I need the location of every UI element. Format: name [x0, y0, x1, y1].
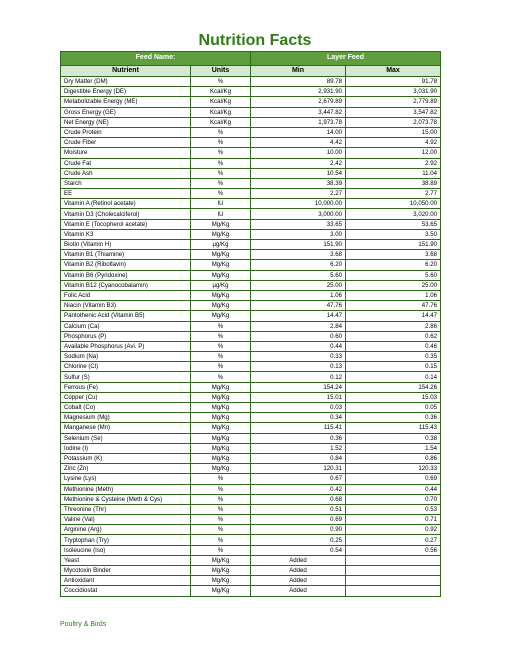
nutrient-units: Mg/Kg [191, 229, 251, 239]
nutrient-max: 0.69 [346, 474, 441, 484]
table-row [61, 494, 441, 504]
nutrient-min: 25.00 [251, 280, 346, 290]
nutrient-min: 15.01 [251, 392, 346, 402]
nutrient-name: Vitamin A (Retinol acetate) [61, 199, 191, 209]
nutrient-units: Mg/Kg [191, 311, 251, 321]
nutrient-min: 1.52 [251, 443, 346, 453]
nutrient-min: 3,000.00 [251, 209, 346, 219]
nutrient-name: Cobalt (Co) [61, 403, 191, 413]
table-row [61, 260, 441, 270]
nutrient-name: Starch [61, 178, 191, 188]
nutrient-min: 3.68 [251, 250, 346, 260]
nutrient-max: 3.68 [346, 250, 441, 260]
nutrient-max: 0.71 [346, 515, 441, 525]
table-row [61, 535, 441, 545]
nutrient-units: % [191, 148, 251, 158]
nutrient-name: Crude Ash [61, 168, 191, 178]
nutrient-units: Mg/Kg [191, 433, 251, 443]
nutrient-max: 15.03 [346, 392, 441, 402]
nutrient-units: µg/Kg [191, 240, 251, 250]
nutrient-min: 2.84 [251, 321, 346, 331]
table-row [61, 280, 441, 290]
table-row [61, 474, 441, 484]
table-row [61, 97, 441, 107]
nutrient-max: 0.92 [346, 525, 441, 535]
table-row [61, 341, 441, 351]
nutrient-name: Zinc (Zn) [61, 464, 191, 474]
footer-category: Poultry & Birds [60, 621, 107, 628]
table-row [61, 199, 441, 209]
nutrient-max: 0.56 [346, 545, 441, 555]
table-row [61, 77, 441, 87]
nutrient-min: 154.24 [251, 382, 346, 392]
nutrient-max: 0.15 [346, 362, 441, 372]
additive-units: Mg/Kg [191, 566, 251, 576]
additive-row [61, 566, 441, 576]
nutrient-min: 0.12 [251, 372, 346, 382]
nutrient-name: Folic Acid [61, 290, 191, 300]
nutrient-name: Sulfur (S) [61, 372, 191, 382]
nutrient-min: 0.60 [251, 331, 346, 341]
nutrient-name: Digestible Energy (DE) [61, 87, 191, 97]
nutrient-min: 2,931.90 [251, 87, 346, 97]
nutrient-max: 11.04 [346, 168, 441, 178]
additive-units: Mg/Kg [191, 586, 251, 596]
nutrient-min: 0.42 [251, 484, 346, 494]
nutrient-units: Mg/Kg [191, 260, 251, 270]
nutrient-max: 3,547.82 [346, 107, 441, 117]
nutrient-name: Threonine (Thr) [61, 504, 191, 514]
additive-name: Mycotoxin Binder [61, 566, 191, 576]
feed-name-row [61, 52, 441, 66]
nutrient-name: Vitamin D3 (Cholecalciferol) [61, 209, 191, 219]
column-header-row [61, 65, 441, 77]
nutrient-min: 0.51 [251, 504, 346, 514]
table-row [61, 87, 441, 97]
nutrient-units: Mg/Kg [191, 423, 251, 433]
nutrient-name: Vitamin B1 (Thiamine) [61, 250, 191, 260]
nutrient-units: % [191, 178, 251, 188]
nutrient-min: 0.13 [251, 362, 346, 372]
nutrient-units: Kcal/Kg [191, 107, 251, 117]
nutrient-name: Crude Fat [61, 158, 191, 168]
table-row [61, 443, 441, 453]
nutrient-units: IU [191, 209, 251, 219]
nutrient-min: 10.54 [251, 168, 346, 178]
table-row [61, 413, 441, 423]
nutrient-units: Mg/Kg [191, 464, 251, 474]
nutrient-name: Available Phosphorus (Avi. P) [61, 341, 191, 351]
nutrient-min: 38.39 [251, 178, 346, 188]
nutrient-min: 3,447.82 [251, 107, 346, 117]
nutrient-max: 0.38 [346, 433, 441, 443]
nutrient-min: 4.42 [251, 138, 346, 148]
table-row [61, 290, 441, 300]
additive-name: Yeast [61, 555, 191, 565]
additive-status: Added [251, 576, 346, 586]
nutrient-name: Vitamin B12 (Cyanocobalamin) [61, 280, 191, 290]
nutrient-units: Mg/Kg [191, 301, 251, 311]
nutrient-max: 3,031.90 [346, 87, 441, 97]
nutrient-min: 0.54 [251, 545, 346, 555]
table-row [61, 209, 441, 219]
nutrient-max: 4.92 [346, 138, 441, 148]
nutrient-units: Kcal/Kg [191, 97, 251, 107]
nutrient-min: 0.69 [251, 515, 346, 525]
nutrient-min: 0.67 [251, 474, 346, 484]
column-header-nutrient: Nutrient [61, 65, 191, 77]
additive-units: Mg/Kg [191, 555, 251, 565]
nutrient-units: Mg/Kg [191, 413, 251, 423]
additive-row [61, 555, 441, 565]
nutrient-units: % [191, 504, 251, 514]
feed-name-value: Layer Feed [251, 52, 441, 66]
nutrient-max: 14.47 [346, 311, 441, 321]
nutrient-max: 5.60 [346, 270, 441, 280]
column-header-units: Units [191, 65, 251, 77]
table-row [61, 229, 441, 239]
nutrient-units: % [191, 352, 251, 362]
nutrient-units: % [191, 189, 251, 199]
nutrient-units: Mg/Kg [191, 270, 251, 280]
nutrient-units: % [191, 494, 251, 504]
nutrient-min: 3.00 [251, 229, 346, 239]
nutrient-name: Manganese (Mn) [61, 423, 191, 433]
nutrient-name: Niacin (Vitamin B3) [61, 301, 191, 311]
nutrient-max: 0.53 [346, 504, 441, 514]
table-row [61, 189, 441, 199]
nutrient-max: 154.26 [346, 382, 441, 392]
table-row [61, 219, 441, 229]
nutrient-min: 14.47 [251, 311, 346, 321]
table-row [61, 382, 441, 392]
nutrient-max: 0.70 [346, 494, 441, 504]
nutrient-units: % [191, 331, 251, 341]
nutrient-min: 6.20 [251, 260, 346, 270]
table-row [61, 464, 441, 474]
nutrient-max: 1.06 [346, 290, 441, 300]
nutrient-name: Magnesium (Mg) [61, 413, 191, 423]
feed-name-label: Feed Name: [61, 52, 251, 66]
nutrient-max: 2.92 [346, 158, 441, 168]
table-row [61, 178, 441, 188]
table-row [61, 240, 441, 250]
nutrient-name: Phosphorus (P) [61, 331, 191, 341]
nutrient-units: Mg/Kg [191, 403, 251, 413]
nutrient-name: Methionine & Cysteine (Meth & Cys) [61, 494, 191, 504]
nutrient-name: Copper (Cu) [61, 392, 191, 402]
nutrient-units: Mg/Kg [191, 453, 251, 463]
nutrient-name: Vitamin B6 (Pyridoxine) [61, 270, 191, 280]
nutrient-max: 0.86 [346, 453, 441, 463]
nutrient-min: 1,973.78 [251, 117, 346, 127]
nutrient-name: Calcium (Ca) [61, 321, 191, 331]
table-row [61, 168, 441, 178]
additive-max-empty [346, 586, 441, 596]
nutrient-max: 120.33 [346, 464, 441, 474]
nutrient-units: % [191, 545, 251, 555]
nutrient-units: Mg/Kg [191, 290, 251, 300]
nutrient-max: 3.50 [346, 229, 441, 239]
nutrient-name: Potassium (K) [61, 453, 191, 463]
nutrient-units: % [191, 138, 251, 148]
table-row [61, 107, 441, 117]
table-row [61, 515, 441, 525]
nutrient-name: Net Energy (NE) [61, 117, 191, 127]
nutrient-name: Metabolizable Energy (ME) [61, 97, 191, 107]
nutrient-name: Vitamin K3 [61, 229, 191, 239]
nutrient-max: 115.43 [346, 423, 441, 433]
additive-name: Antioxidant [61, 576, 191, 586]
additive-max-empty [346, 555, 441, 565]
nutrient-units: Mg/Kg [191, 382, 251, 392]
nutrient-min: 5.60 [251, 270, 346, 280]
nutrient-name: Moisture [61, 148, 191, 158]
nutrient-units: % [191, 372, 251, 382]
nutrient-min: 0.34 [251, 413, 346, 423]
nutrient-units: % [191, 168, 251, 178]
nutrient-name: Valine (Val) [61, 515, 191, 525]
table-row [61, 331, 441, 341]
table-row [61, 250, 441, 260]
nutrient-name: Isoleucine (Iso) [61, 545, 191, 555]
additive-row [61, 576, 441, 586]
nutrient-units: % [191, 321, 251, 331]
nutrient-max: 12.00 [346, 148, 441, 158]
nutrient-min: 10.00 [251, 148, 346, 158]
nutrient-units: % [191, 535, 251, 545]
nutrient-max: 53.65 [346, 219, 441, 229]
nutrient-name: Vitamin B2 (Riboflavin) [61, 260, 191, 270]
nutrient-units: µg/Kg [191, 280, 251, 290]
nutrient-max: 38.89 [346, 178, 441, 188]
nutrient-min: 2,679.89 [251, 97, 346, 107]
nutrient-min: 0.44 [251, 341, 346, 351]
nutrient-max: 1.54 [346, 443, 441, 453]
page-title: Nutrition Facts [198, 32, 312, 49]
additive-status: Added [251, 586, 346, 596]
nutrient-max: 47.76 [346, 301, 441, 311]
additive-status: Added [251, 555, 346, 565]
nutrient-min: 2.42 [251, 158, 346, 168]
nutrient-name: Crude Fiber [61, 138, 191, 148]
nutrient-max: 10,050.00 [346, 199, 441, 209]
nutrient-max: 25.00 [346, 280, 441, 290]
nutrient-units: IU [191, 199, 251, 209]
nutrient-max: 2,073.78 [346, 117, 441, 127]
nutrient-max: 6.20 [346, 260, 441, 270]
table-row [61, 352, 441, 362]
nutrient-min: 0.25 [251, 535, 346, 545]
nutrient-max: 2.86 [346, 321, 441, 331]
nutrient-name: Chlorine (Cl) [61, 362, 191, 372]
table-row [61, 270, 441, 280]
table-row [61, 504, 441, 514]
nutrient-name: Gross Energy (GE) [61, 107, 191, 117]
table-row [61, 301, 441, 311]
nutrient-min: 14.00 [251, 127, 346, 137]
additive-max-empty [346, 576, 441, 586]
nutrient-max: 3,020.00 [346, 209, 441, 219]
nutrient-units: % [191, 77, 251, 87]
nutrient-max: 0.05 [346, 403, 441, 413]
nutrient-name: Sodium (Na) [61, 352, 191, 362]
additive-units: Mg/Kg [191, 576, 251, 586]
nutrient-min: 115.41 [251, 423, 346, 433]
nutrient-name: Iodine (I) [61, 443, 191, 453]
nutrient-units: Mg/Kg [191, 443, 251, 453]
nutrient-name: Pantothenic Acid (Vitamin B5) [61, 311, 191, 321]
table-row [61, 392, 441, 402]
additive-row [61, 586, 441, 596]
nutrient-units: Mg/Kg [191, 250, 251, 260]
additive-max-empty [346, 566, 441, 576]
nutrient-max: 0.14 [346, 372, 441, 382]
column-header-min: Min [251, 65, 346, 77]
nutrient-max: 91.78 [346, 77, 441, 87]
nutrient-name: Lysine (Lys) [61, 474, 191, 484]
nutrient-max: 151.90 [346, 240, 441, 250]
nutrition-table [60, 51, 441, 597]
nutrient-min: 33.65 [251, 219, 346, 229]
nutrient-units: % [191, 362, 251, 372]
nutrient-min: 0.68 [251, 494, 346, 504]
nutrient-name: Biotin (Vitamin H) [61, 240, 191, 250]
nutrient-min: 0.36 [251, 433, 346, 443]
nutrient-units: % [191, 484, 251, 494]
nutrient-units: % [191, 474, 251, 484]
nutrient-name: Methionine (Meth) [61, 484, 191, 494]
additive-status: Added [251, 566, 346, 576]
nutrient-max: 2.77 [346, 189, 441, 199]
table-row [61, 321, 441, 331]
table-row [61, 372, 441, 382]
nutrient-name: Crude Protein [61, 127, 191, 137]
table-row [61, 148, 441, 158]
nutrient-min: 151.90 [251, 240, 346, 250]
nutrient-units: Kcal/Kg [191, 87, 251, 97]
nutrient-name: Dry Matter (DM) [61, 77, 191, 87]
nutrient-min: 47.76 [251, 301, 346, 311]
nutrient-name: Vitamin E (Tocopherol acetate) [61, 219, 191, 229]
nutrient-units: % [191, 341, 251, 351]
table-row [61, 403, 441, 413]
nutrient-min: 89.78 [251, 77, 346, 87]
table-row [61, 158, 441, 168]
nutrient-name: Ferrous (Fe) [61, 382, 191, 392]
nutrient-min: 0.84 [251, 453, 346, 463]
table-row [61, 484, 441, 494]
nutrient-units: % [191, 525, 251, 535]
table-row [61, 433, 441, 443]
table-row [61, 525, 441, 535]
nutrient-min: 120.31 [251, 464, 346, 474]
nutrient-max: 2,779.89 [346, 97, 441, 107]
nutrient-min: 10,000.00 [251, 199, 346, 209]
nutrient-units: Mg/Kg [191, 392, 251, 402]
nutrient-name: Selenium (Se) [61, 433, 191, 443]
nutrient-max: 0.35 [346, 352, 441, 362]
nutrient-units: Mg/Kg [191, 219, 251, 229]
nutrient-units: Kcal/Kg [191, 117, 251, 127]
nutrient-min: 0.03 [251, 403, 346, 413]
additive-name: Coccidiostat [61, 586, 191, 596]
column-header-max: Max [346, 65, 441, 77]
nutrient-max: 15.00 [346, 127, 441, 137]
nutrient-max: 0.44 [346, 484, 441, 494]
nutrient-name: Tryptophan (Try) [61, 535, 191, 545]
nutrient-name: EE [61, 189, 191, 199]
nutrient-units: % [191, 158, 251, 168]
nutrient-max: 0.62 [346, 331, 441, 341]
nutrient-min: 0.33 [251, 352, 346, 362]
nutrient-min: 0.90 [251, 525, 346, 535]
table-row [61, 545, 441, 555]
nutrient-units: % [191, 515, 251, 525]
table-row [61, 423, 441, 433]
table-row [61, 138, 441, 148]
table-row [61, 311, 441, 321]
nutrient-max: 0.46 [346, 341, 441, 351]
table-row [61, 117, 441, 127]
table-row [61, 453, 441, 463]
nutrient-max: 0.27 [346, 535, 441, 545]
nutrient-min: 2.27 [251, 189, 346, 199]
nutrient-max: 0.36 [346, 413, 441, 423]
table-row [61, 362, 441, 372]
nutrient-name: Arginine (Arg) [61, 525, 191, 535]
nutrient-min: 1.06 [251, 290, 346, 300]
table-row [61, 127, 441, 137]
nutrient-units: % [191, 127, 251, 137]
